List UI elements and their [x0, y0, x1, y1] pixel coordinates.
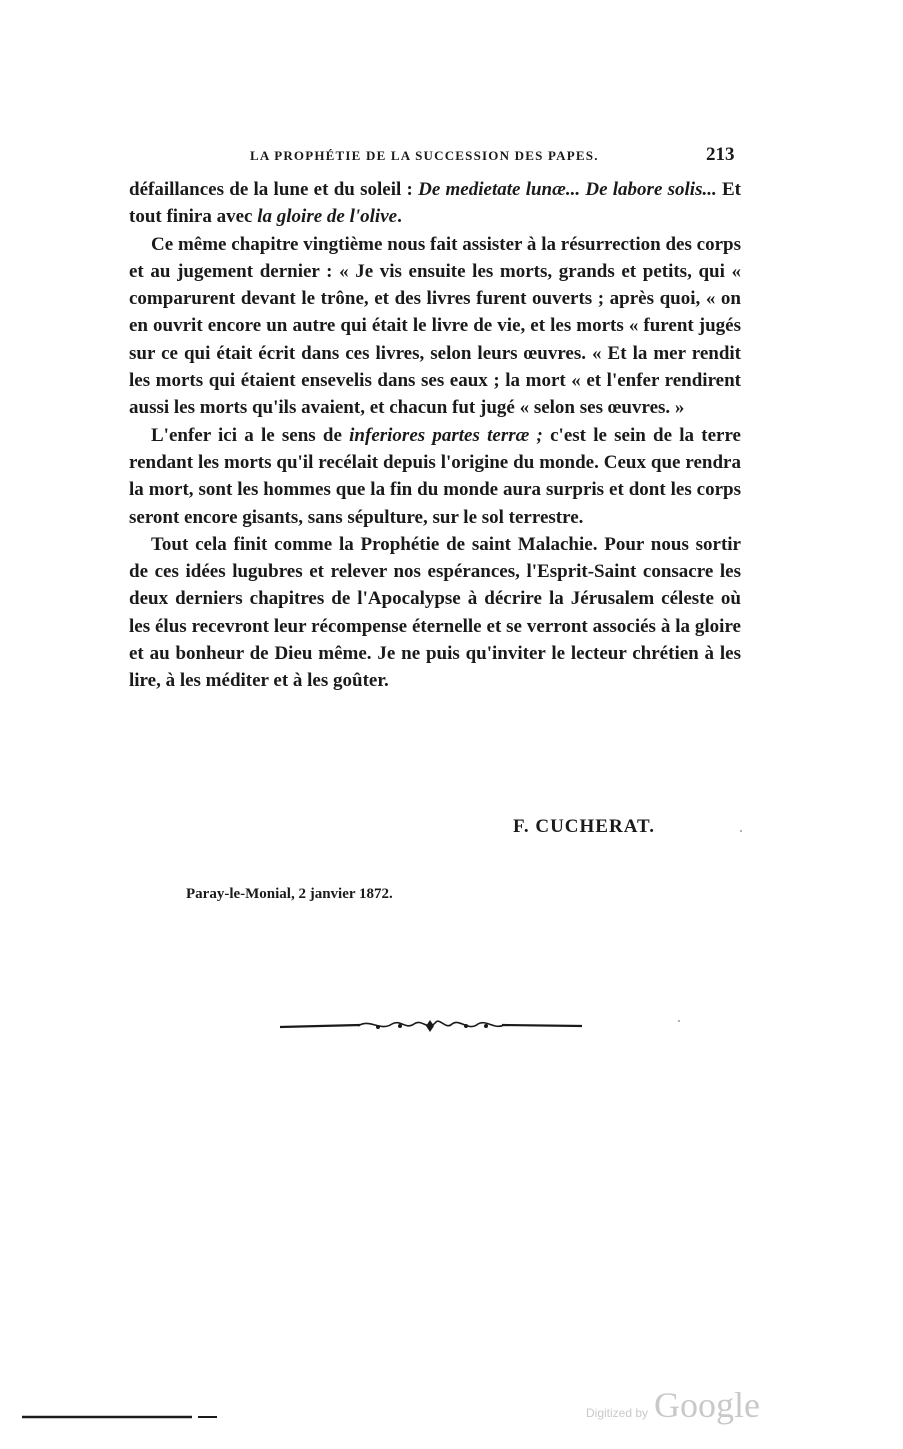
paragraph-4: Tout cela finit comme la Prophétie de saint Malachie. Pour nous sortir de ces idées lugubres et relever nos espérances, l'Esprit-Saint consacre les deux derniers chapitres de l'Apocalypse à décrire la Jérusalem céleste où les élus recevront leur récompense éternelle et se verront associés à la gloire et au bonheur de Dieu même. Je ne puis qu'inviter le lecteur chrétien à les lire, à les méditer et à les goûter. — [129, 533, 741, 692]
watermark-brand: Google — [654, 1385, 761, 1425]
body-text — [129, 176, 741, 695]
p1-text-1: défaillances de la lune et du soleil : — [129, 179, 419, 200]
dateline: Paray-le-Monial, 2 janvier 1872. — [186, 886, 393, 902]
p3-text-1: L'enfer ici a le sens de — [151, 424, 350, 446]
p1-latin-quote: De medietate lunæ... De labore solis... — [418, 179, 717, 200]
page-number: 213 — [706, 144, 735, 165]
digitized-watermark — [586, 1384, 760, 1426]
paragraph-3 — [129, 422, 741, 531]
author-signature: F. CUCHERAT. — [513, 816, 656, 837]
paper-speck — [678, 1020, 680, 1022]
p3-latin-phrase: inferiores partes terræ ; — [349, 424, 543, 446]
p3-text-2: c'est le sein de la terre rendant les morts qu'il recélait depuis l'origine du monde. Ceux que rendra la mort, sont les hommes que la fin du monde aura surpris et dont les corps seront encore gisants, sans sépulture, sur le sol terrestre. — [129, 424, 741, 528]
p1-text-3: . — [397, 206, 402, 228]
running-head: LA PROPHÉTIE DE LA SUCCESSION DES PAPES. — [250, 148, 599, 163]
p1-text-2: Et tout finira avec — [129, 179, 742, 228]
margin-rule-icon — [22, 1412, 217, 1422]
paragraph-2: Ce même chapitre vingtième nous fait assister à la résurrection des corps et au jugement dernier : « Je vis ensuite les morts, grands et petits, qui « comparurent devant le trône, et des livres furent ouverts ; après quoi, « on en ouvrit encore un autre qui était le livre de vie, et les morts « furent jugés sur ce qui était écrit dans ces livres, selon leurs œuvres. « Et la mer rendit les morts qui étaient ensevelis dans ses eaux ; la mort « et l'enfer rendirent aussi les morts qu'ils avaient, et chacun fut jugé « selon ses œuvres. » — [129, 233, 741, 419]
p1-olive-phrase: la gloire de l'olive — [257, 206, 398, 228]
paragraph-1 — [129, 176, 741, 231]
paper-speck — [740, 830, 742, 832]
watermark-prefix: Digitized by — [586, 1406, 649, 1420]
tailpiece-ornament-icon — [280, 1014, 582, 1040]
